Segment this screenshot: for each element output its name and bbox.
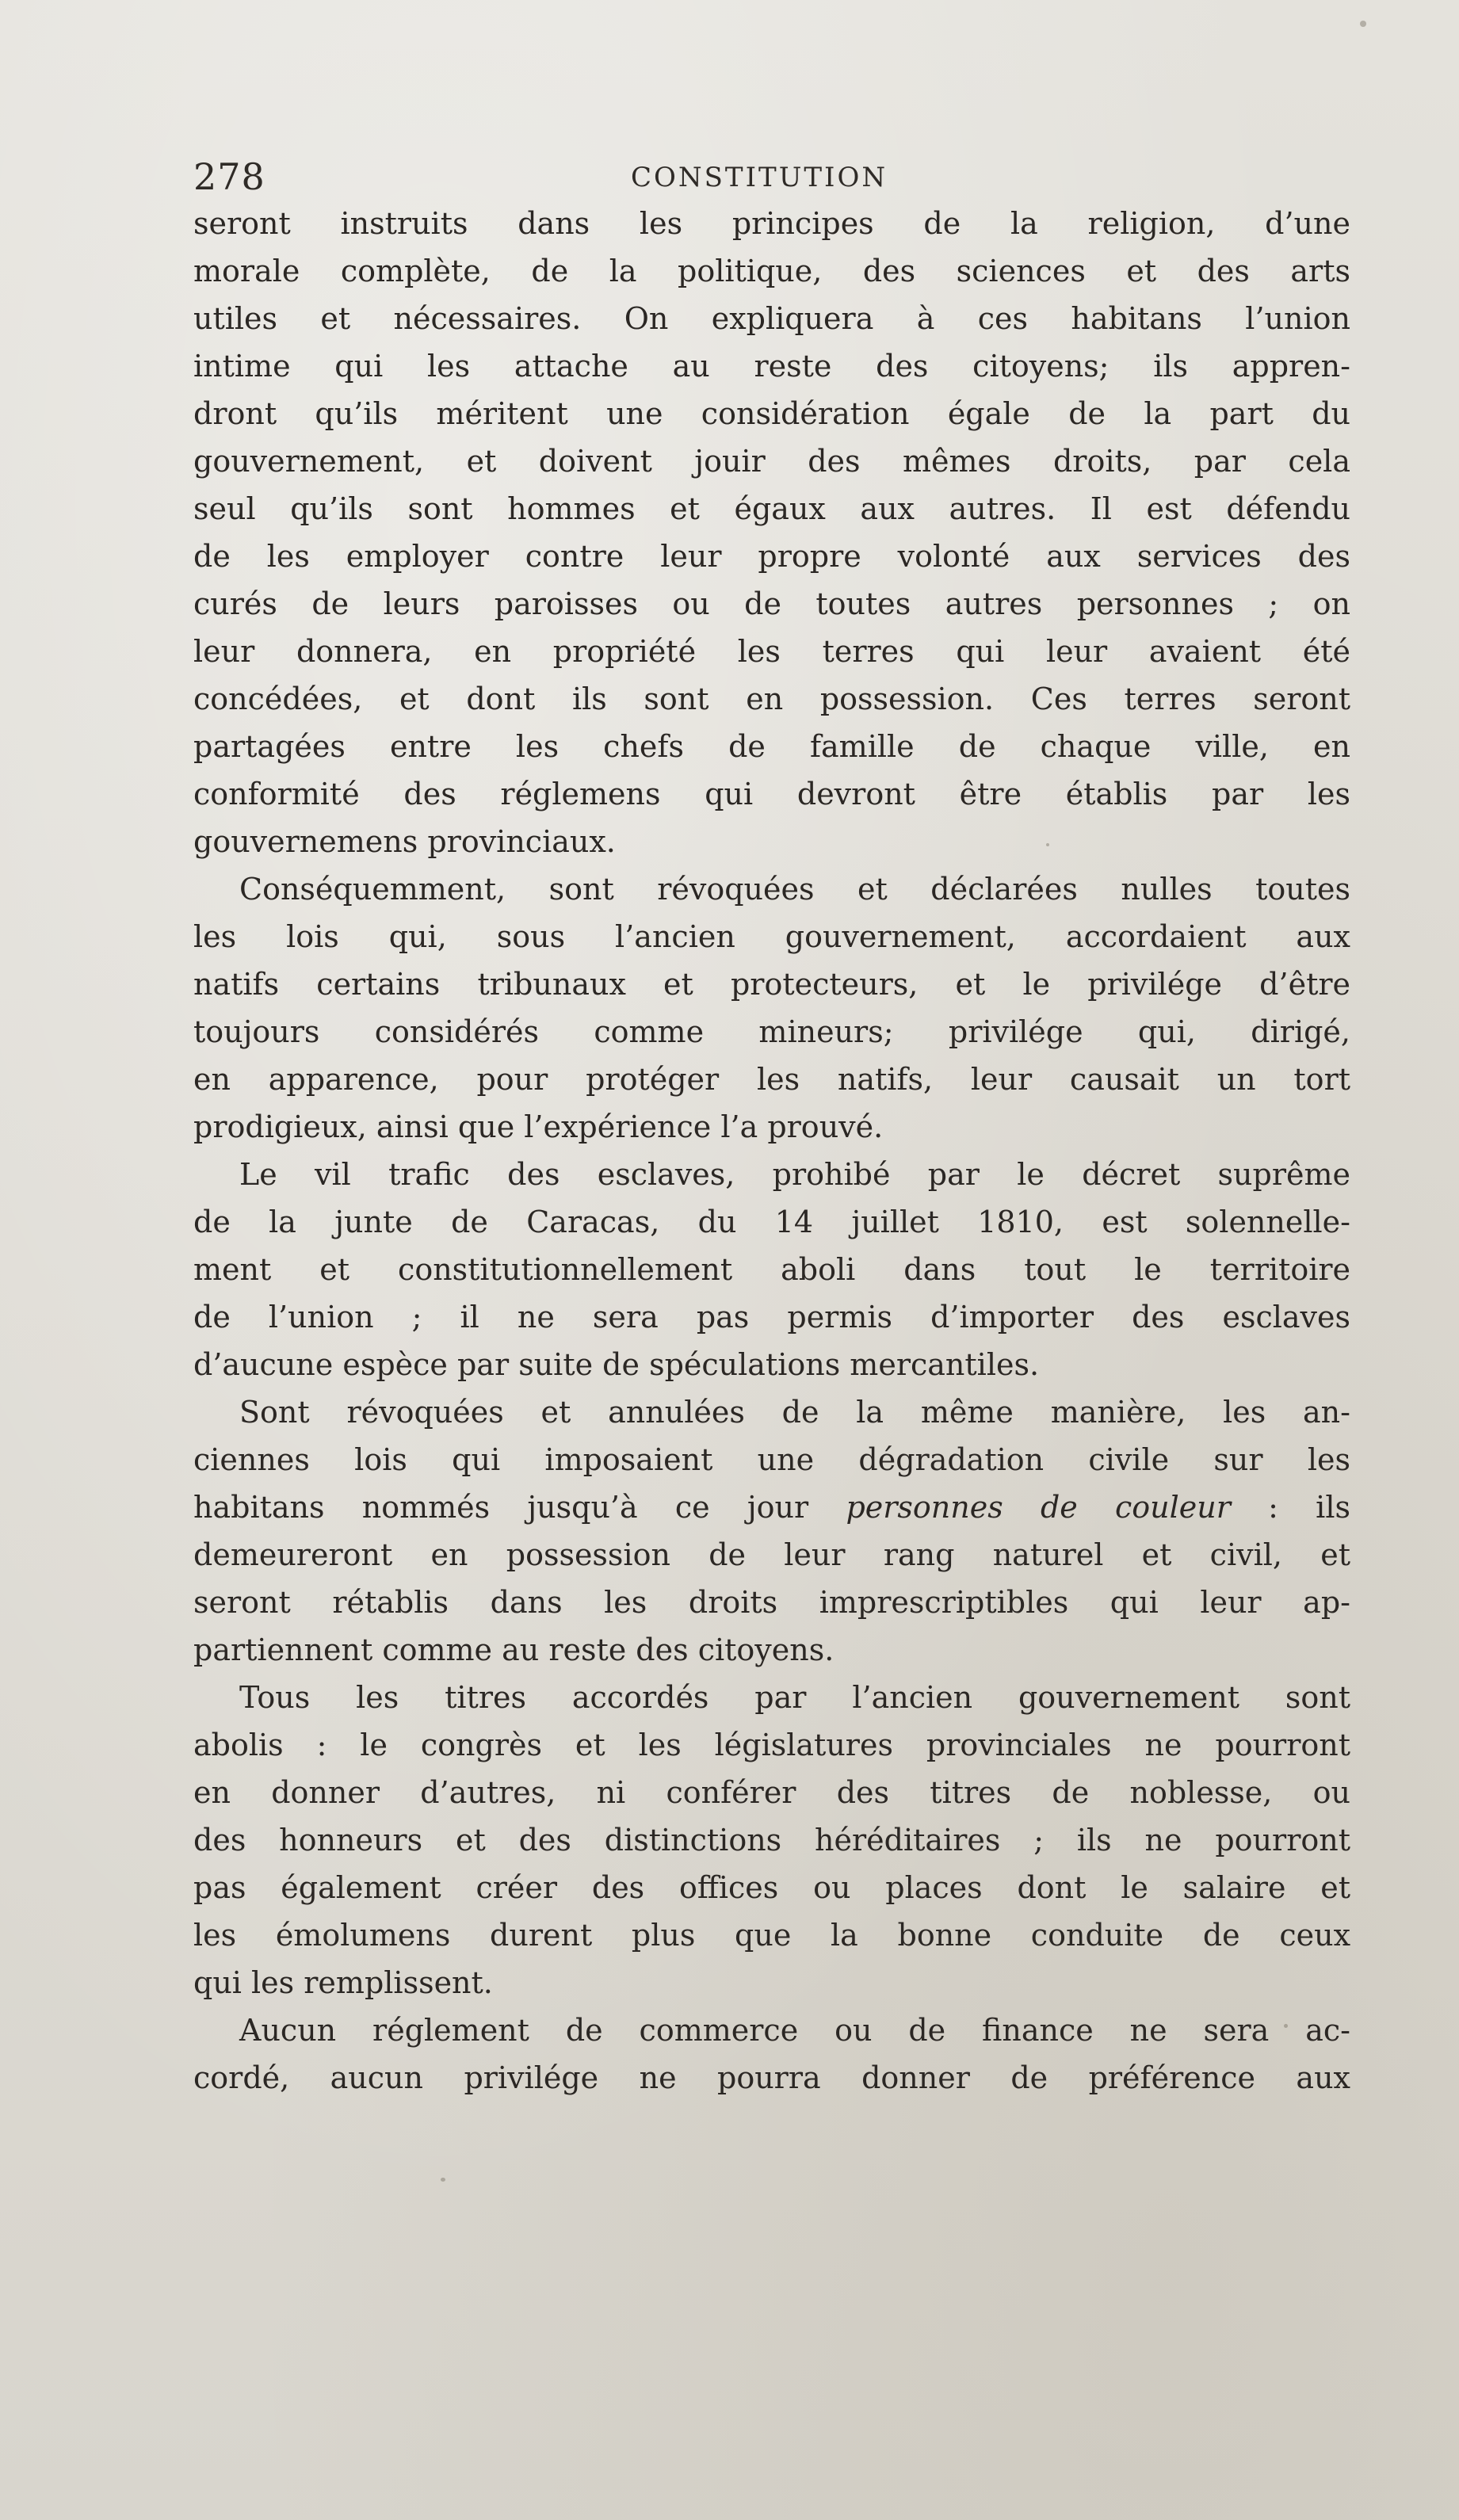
text-line: les émolumens durent plus que la bonne conduite de ceux: [193, 1918, 1350, 1953]
text-line: leur donnera, en propriété les terres qui leur avaient été: [193, 634, 1350, 669]
paper-speck: [1360, 21, 1366, 27]
text-line: morale complète, de la politique, des sciences et des arts: [193, 254, 1350, 288]
text-line: qui les remplissent.: [193, 1965, 493, 2000]
text-line: ment et constitutionnellement aboli dans tout le territoire: [193, 1252, 1350, 1287]
running-title: CONSTITUTION: [631, 162, 888, 193]
paragraph: [193, 865, 1350, 1151]
text-line: Sont révoquées et annulées de la même manière, les an-: [239, 1395, 1350, 1430]
text-line: de l’union ; il ne sera pas permis d’importer des esclaves: [193, 1300, 1350, 1334]
paragraph: [193, 200, 1350, 865]
text-line: ciennes lois qui imposaient une dégradation civile sur les: [193, 1442, 1350, 1477]
paragraph: [193, 1674, 1350, 2006]
text-line: intime qui les attache au reste des citoyens; ils appren-: [193, 349, 1350, 384]
text-line: prodigieux, ainsi que l’expérience l’a prouvé.: [193, 1109, 884, 1144]
text-line: les lois qui, sous l’ancien gouvernement, accordaient aux: [193, 919, 1350, 954]
text-segment: : ils: [1230, 1490, 1350, 1525]
paragraph: [193, 2006, 1350, 2102]
text-line: partagées entre les chefs de famille de chaque ville, en: [193, 729, 1350, 764]
text-line: Aucun réglement de commerce ou de finance ne sera ac-: [239, 2013, 1350, 2048]
text-line: Conséquemment, sont révoquées et déclarées nulles toutes: [239, 872, 1350, 907]
text-line: d’aucune espèce par suite de spéculations mercantiles.: [193, 1347, 1040, 1382]
text-line: cordé, aucun privilége ne pourra donner de préférence aux: [193, 2060, 1350, 2095]
text-line: concédées, et dont ils sont en possession. Ces terres seront: [193, 682, 1350, 716]
text-segment: habitans nommés jusqu’à ce jour: [193, 1490, 846, 1525]
paragraph: [193, 1388, 1350, 1674]
text-line: partiennent comme au reste des citoyens.: [193, 1632, 835, 1667]
body-text: [193, 200, 1350, 2102]
text-line: curés de leurs paroisses ou de toutes autres personnes ; on: [193, 586, 1350, 621]
text-line: de la junte de Caracas, du 14 juillet 1810, est solennelle-: [193, 1205, 1350, 1239]
text-line: en donner d’autres, ni conférer des titres de noblesse, ou: [193, 1775, 1350, 1810]
page-number: 278: [193, 155, 265, 198]
text-line: de les employer contre leur propre volonté aux services des: [193, 539, 1350, 574]
text-line: pas également créer des offices ou places dont le salaire et: [193, 1870, 1350, 1905]
text-line: toujours considérés comme mineurs; privilége qui, dirigé,: [193, 1014, 1350, 1049]
text-line: natifs certains tribunaux et protecteurs, et le privilége d’être: [193, 967, 1350, 1002]
text-line: seul qu’ils sont hommes et égaux aux autres. Il est défendu: [193, 491, 1350, 526]
text-line: Le vil trafic des esclaves, prohibé par le décret suprême: [239, 1157, 1350, 1192]
text-line: conformité des réglemens qui devront être établis par les: [193, 777, 1350, 811]
text-line: des honneurs et des distinctions héréditaires ; ils ne pourront: [193, 1823, 1350, 1858]
text-line-with-italic: [193, 1483, 1350, 1531]
italic-phrase: personnes de couleur: [846, 1490, 1231, 1525]
text-line: demeureront en possession de leur rang naturel et civil, et: [193, 1537, 1350, 1572]
text-line: gouvernement, et doivent jouir des mêmes droits, par cela: [193, 444, 1350, 479]
text-line: en apparence, pour protéger les natifs, leur causait un tort: [193, 1062, 1350, 1097]
paragraph: [193, 1151, 1350, 1388]
text-line: seront instruits dans les principes de la religion, d’une: [193, 206, 1350, 241]
text-line: gouvernemens provinciaux.: [193, 824, 616, 859]
text-line: seront rétablis dans les droits imprescriptibles qui leur ap-: [193, 1585, 1350, 1620]
text-line: dront qu’ils méritent une considération égale de la part du: [193, 396, 1350, 431]
text-line: abolis : le congrès et les législatures provinciales ne pourront: [193, 1728, 1350, 1762]
text-line: Tous les titres accordés par l’ancien gouvernement sont: [239, 1680, 1350, 1715]
text-line: utiles et nécessaires. On expliquera à ces habitans l’union: [193, 301, 1350, 336]
paper-speck: [441, 2178, 445, 2182]
page-header: [193, 155, 1350, 203]
